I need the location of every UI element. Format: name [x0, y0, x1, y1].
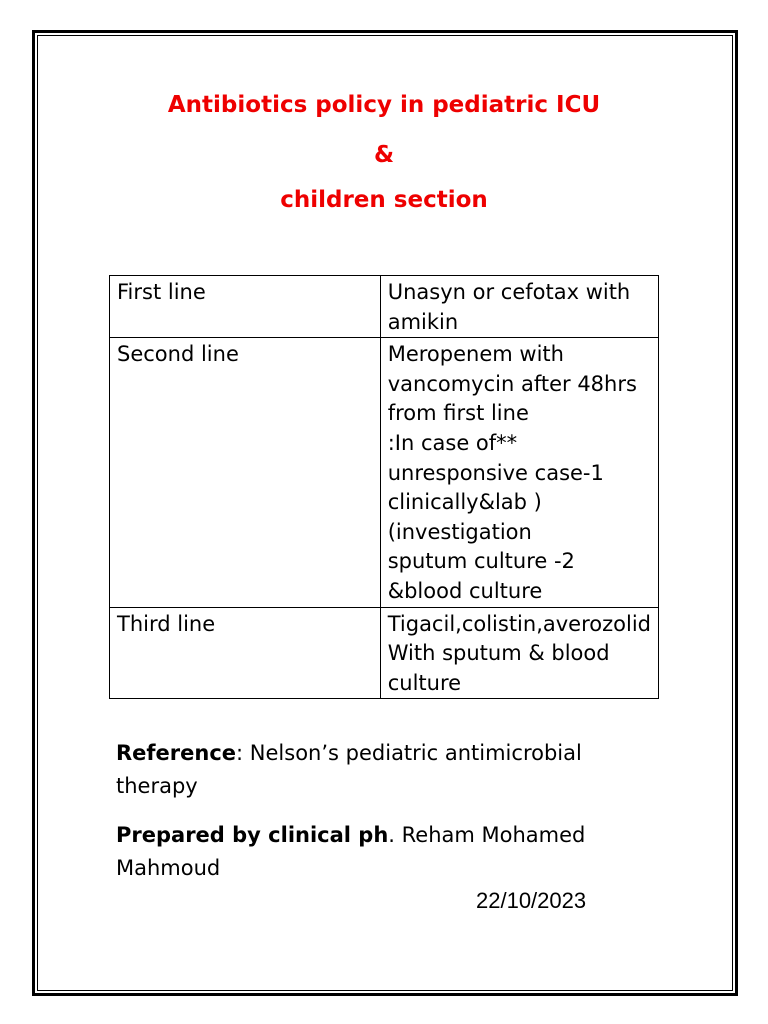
regimen-text-line: culture [387, 670, 462, 695]
policy-row [110, 338, 659, 607]
regimen-text-line: amikin [387, 309, 459, 334]
prepared-by-name: . Reham Mohamed [388, 823, 586, 847]
document-date: 22/10/2023 [476, 888, 587, 913]
reference-line-1 [116, 737, 582, 770]
title-line-1: Antibiotics policy in pediatric ICU [167, 92, 601, 118]
antibiotic-policy-table [109, 275, 659, 699]
regimen-text-line: Unasyn or cefotax with [387, 280, 631, 304]
treatment-line-cell: Third line [110, 607, 381, 699]
treatment-line-cell: First line [110, 276, 381, 338]
antibiotic-regimen-cell [380, 607, 658, 699]
prepared-by-label: Prepared by clinical ph [116, 823, 389, 847]
reference-line-2: therapy [116, 774, 198, 798]
regimen-text-line: sputum culture -2 [387, 549, 575, 574]
policy-table-body [110, 276, 659, 699]
antibiotic-regimen-cell [380, 338, 658, 607]
title-line-2: children section [280, 187, 488, 213]
regimen-text-line: (investigation [387, 519, 532, 544]
title-ampersand: & [373, 142, 395, 168]
regimen-text-line: With sputum & blood [387, 641, 610, 666]
prepared-by-line-1 [116, 819, 585, 852]
prepared-by-block [116, 819, 585, 885]
regimen-text-line: clinically&lab ) [387, 490, 542, 515]
reference-block [116, 737, 582, 803]
policy-row [110, 607, 659, 699]
regimen-text-line: Meropenem with [387, 342, 564, 367]
antibiotic-regimen-cell [380, 276, 658, 338]
reference-text: : Nelsonʼs pediatric antimicrobial [236, 741, 582, 765]
regimen-text-line: from first line [387, 401, 529, 426]
prepared-by-line-2: Mahmoud [116, 856, 221, 880]
regimen-text-line: vancomycin after 48hrs [387, 371, 637, 396]
regimen-text-line: :In case of** [387, 430, 518, 455]
treatment-line-cell: Second line [110, 338, 381, 607]
regimen-text-line: unresponsive case-1 [387, 460, 604, 485]
reference-label: Reference [116, 741, 237, 765]
regimen-text-line: &blood culture [387, 578, 543, 603]
policy-row [110, 276, 659, 338]
regimen-text-line: Tigacil,colistin,averozolid [387, 611, 651, 636]
